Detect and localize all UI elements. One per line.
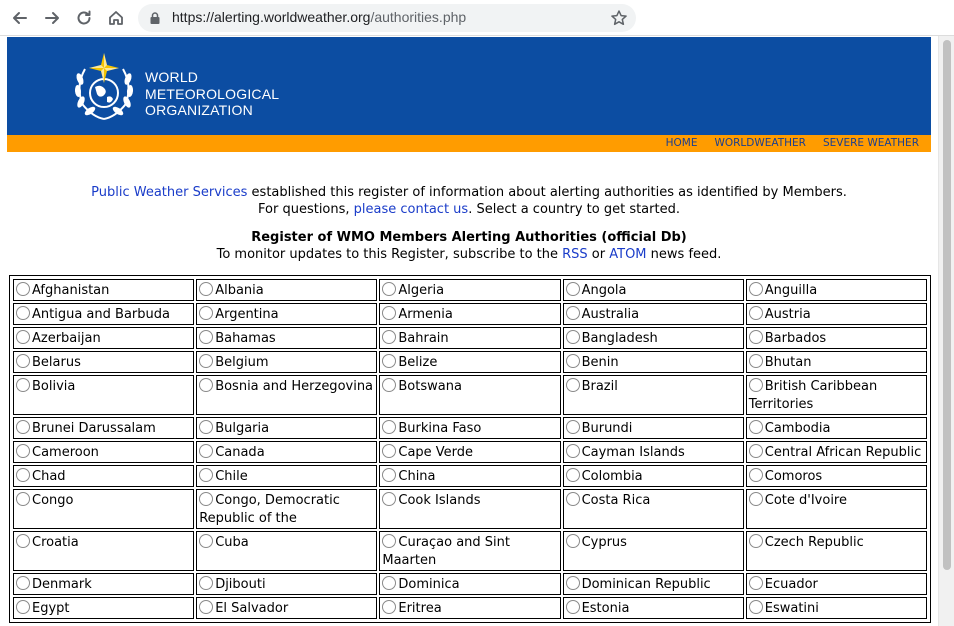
country-cell[interactable] <box>13 441 194 463</box>
country-cell[interactable] <box>379 573 560 595</box>
country-label[interactable]: Colombia <box>581 469 643 484</box>
country-radio[interactable] <box>382 354 396 368</box>
country-cell[interactable] <box>746 417 927 439</box>
country-cell[interactable] <box>196 327 377 349</box>
table-row <box>13 327 927 349</box>
country-label[interactable]: Austria <box>764 307 811 322</box>
country-label[interactable]: Central African Republic <box>764 445 922 460</box>
register-title: Register of WMO Members Alerting Authorities (official Db) <box>251 230 687 245</box>
country-cell[interactable] <box>746 351 927 373</box>
country-label[interactable]: Bosnia and Herzegovina <box>215 379 374 394</box>
country-label[interactable]: Burkina Faso <box>398 421 482 436</box>
country-radio[interactable] <box>382 282 396 296</box>
country-radio[interactable] <box>749 492 763 506</box>
country-label[interactable]: Bolivia <box>32 379 76 394</box>
country-cell[interactable] <box>563 489 744 529</box>
country-radio[interactable] <box>749 354 763 368</box>
intro-text-1: established this register of information about alerting authorities as identified by Members. <box>247 185 847 200</box>
wmo-banner <box>7 37 931 135</box>
country-radio[interactable] <box>382 378 396 392</box>
country-cell[interactable] <box>196 489 377 529</box>
country-label[interactable]: Curaçao and Sint Maarten <box>382 535 510 568</box>
country-cell[interactable] <box>196 375 377 415</box>
country-cell[interactable] <box>746 531 927 571</box>
country-cell[interactable] <box>379 489 560 529</box>
country-cell[interactable] <box>563 303 744 325</box>
country-label[interactable]: Anguilla <box>764 283 818 298</box>
country-label[interactable]: Bahamas <box>215 331 276 346</box>
country-cell[interactable] <box>746 441 927 463</box>
country-cell[interactable] <box>379 441 560 463</box>
table-row <box>13 351 927 373</box>
country-cell[interactable] <box>379 327 560 349</box>
country-radio[interactable] <box>199 420 213 434</box>
subscribe-text-b: news feed. <box>646 247 722 262</box>
country-label[interactable]: Antigua and Barbuda <box>32 307 170 322</box>
intro-text <box>7 185 931 218</box>
url-path: /authorities.php <box>370 9 467 25</box>
country-radio[interactable] <box>566 330 580 344</box>
country-label[interactable]: Cape Verde <box>398 445 474 460</box>
atom-link[interactable]: ATOM <box>609 247 647 262</box>
country-label[interactable]: Belarus <box>32 355 81 370</box>
country-cell[interactable] <box>563 573 744 595</box>
country-label[interactable]: Egypt <box>32 601 70 616</box>
country-label[interactable]: Chile <box>215 469 248 484</box>
country-radio[interactable] <box>382 492 396 506</box>
country-label[interactable]: Chad <box>32 469 66 484</box>
country-cell[interactable] <box>13 573 194 595</box>
country-label[interactable]: Canada <box>215 445 265 460</box>
country-label[interactable]: Cyprus <box>581 535 627 550</box>
country-cell[interactable] <box>379 351 560 373</box>
country-cell[interactable] <box>196 303 377 325</box>
country-cell[interactable] <box>563 531 744 571</box>
country-radio[interactable] <box>199 282 213 296</box>
arrow-left-icon <box>11 9 29 27</box>
country-label[interactable]: Djibouti <box>215 577 266 592</box>
country-radio[interactable] <box>566 600 580 614</box>
country-radio[interactable] <box>382 420 396 434</box>
country-label[interactable]: Brazil <box>581 379 618 394</box>
country-cell[interactable] <box>13 597 194 619</box>
country-radio[interactable] <box>382 330 396 344</box>
country-cell[interactable] <box>13 465 194 487</box>
country-cell[interactable] <box>563 417 744 439</box>
country-label[interactable]: Azerbaijan <box>32 331 101 346</box>
country-label[interactable]: Dominican Republic <box>581 577 711 592</box>
country-label[interactable]: Brunei Darussalam <box>32 421 156 436</box>
country-cell[interactable] <box>196 531 377 571</box>
country-label[interactable]: Burundi <box>581 421 633 436</box>
country-label[interactable]: Congo <box>32 493 74 508</box>
country-label[interactable]: Algeria <box>398 283 445 298</box>
country-label[interactable]: Cuba <box>215 535 249 550</box>
country-label[interactable]: Armenia <box>398 307 453 322</box>
country-label[interactable]: Ecuador <box>764 577 818 592</box>
top-menu <box>666 137 919 149</box>
country-radio[interactable] <box>566 444 580 458</box>
country-radio[interactable] <box>749 444 763 458</box>
country-label[interactable]: Comoros <box>764 469 823 484</box>
subscribe-text-or: or <box>587 247 610 262</box>
country-radio[interactable] <box>199 576 213 590</box>
country-table <box>11 277 929 621</box>
country-radio[interactable] <box>16 378 30 392</box>
public-weather-services-link[interactable]: Public Weather Services <box>91 185 248 200</box>
country-label[interactable]: Australia <box>581 307 640 322</box>
country-cell[interactable] <box>196 465 377 487</box>
table-row <box>13 531 927 571</box>
country-cell[interactable] <box>196 279 377 301</box>
country-radio[interactable] <box>566 534 580 548</box>
country-cell[interactable] <box>563 327 744 349</box>
country-cell[interactable] <box>746 279 927 301</box>
country-radio[interactable] <box>16 444 30 458</box>
country-label[interactable]: Botswana <box>398 379 462 394</box>
country-cell[interactable] <box>563 597 744 619</box>
country-radio[interactable] <box>749 600 763 614</box>
vertical-scrollbar[interactable] <box>938 36 954 626</box>
table-row <box>13 465 927 487</box>
country-cell[interactable] <box>13 351 194 373</box>
country-cell[interactable] <box>196 441 377 463</box>
intro-text-2a: For questions, <box>258 201 354 217</box>
country-label[interactable]: Albania <box>215 283 264 298</box>
country-radio[interactable] <box>16 354 30 368</box>
arrow-right-icon <box>43 9 61 27</box>
subscribe-text <box>7 247 931 262</box>
country-radio[interactable] <box>199 492 213 506</box>
country-label[interactable]: Cameroon <box>32 445 99 460</box>
country-cell[interactable] <box>196 351 377 373</box>
bookmark-star-icon[interactable] <box>610 9 628 27</box>
country-radio[interactable] <box>16 420 30 434</box>
country-cell[interactable] <box>13 489 194 529</box>
country-grid <box>9 275 931 623</box>
country-radio[interactable] <box>749 330 763 344</box>
web-page <box>7 37 931 626</box>
org-name <box>145 69 279 119</box>
country-cell[interactable] <box>746 327 927 349</box>
country-cell[interactable] <box>379 597 560 619</box>
country-label[interactable]: Cook Islands <box>398 493 481 508</box>
country-cell[interactable] <box>13 375 194 415</box>
country-radio[interactable] <box>382 576 396 590</box>
country-label[interactable]: Argentina <box>215 307 279 322</box>
country-label[interactable]: Afghanistan <box>32 283 110 298</box>
wmo-logo[interactable] <box>71 49 137 121</box>
country-cell[interactable] <box>13 417 194 439</box>
forward-button[interactable] <box>40 6 64 30</box>
country-radio[interactable] <box>566 420 580 434</box>
country-radio[interactable] <box>749 306 763 320</box>
country-radio[interactable] <box>566 282 580 296</box>
country-cell[interactable] <box>746 597 927 619</box>
home-icon <box>107 9 125 27</box>
country-radio[interactable] <box>199 378 213 392</box>
country-radio[interactable] <box>749 534 763 548</box>
contact-link[interactable]: please contact us <box>353 201 469 217</box>
country-label[interactable]: Angola <box>581 283 627 298</box>
country-radio[interactable] <box>16 306 30 320</box>
url-text <box>172 9 466 25</box>
home-button[interactable] <box>104 6 128 30</box>
table-row <box>13 441 927 463</box>
country-label[interactable]: Czech Republic <box>764 535 864 550</box>
country-label[interactable]: Eritrea <box>398 601 442 616</box>
country-label[interactable]: China <box>398 469 436 484</box>
country-cell[interactable] <box>196 417 377 439</box>
country-cell[interactable] <box>746 489 927 529</box>
country-radio[interactable] <box>382 444 396 458</box>
country-radio[interactable] <box>16 468 30 482</box>
country-label[interactable]: Barbados <box>764 331 827 346</box>
country-label[interactable]: Denmark <box>32 577 92 592</box>
country-cell[interactable] <box>379 303 560 325</box>
country-label[interactable]: Eswatini <box>764 601 819 616</box>
country-cell[interactable] <box>379 279 560 301</box>
country-radio[interactable] <box>382 306 396 320</box>
country-radio[interactable] <box>199 444 213 458</box>
country-label[interactable]: Bhutan <box>764 355 812 370</box>
country-cell[interactable] <box>563 465 744 487</box>
country-radio[interactable] <box>566 576 580 590</box>
reload-icon <box>75 9 93 27</box>
scrollbar-thumb[interactable] <box>943 40 951 570</box>
country-label[interactable]: Cote d'Ivoire <box>764 493 847 508</box>
country-label[interactable]: Estonia <box>581 601 630 616</box>
table-row <box>13 597 927 619</box>
menu-severe-weather[interactable]: SEVERE WEATHER <box>822 137 919 149</box>
nav-bar <box>7 135 931 152</box>
country-cell[interactable] <box>13 303 194 325</box>
table-row <box>13 417 927 439</box>
country-radio[interactable] <box>749 468 763 482</box>
country-label[interactable]: Cambodia <box>764 421 831 436</box>
country-cell[interactable] <box>746 465 927 487</box>
country-cell[interactable] <box>746 573 927 595</box>
country-radio[interactable] <box>566 492 580 506</box>
country-cell[interactable] <box>196 573 377 595</box>
country-label[interactable]: Bahrain <box>398 331 449 346</box>
country-label[interactable]: El Salvador <box>215 601 289 616</box>
country-radio[interactable] <box>16 576 30 590</box>
org-name-line-1: WORLD <box>145 69 199 85</box>
country-radio[interactable] <box>749 282 763 296</box>
country-cell[interactable] <box>379 375 560 415</box>
org-name-line-3: ORGANIZATION <box>145 102 253 118</box>
country-radio[interactable] <box>199 306 213 320</box>
country-label[interactable]: Benin <box>581 355 619 370</box>
country-cell[interactable] <box>13 531 194 571</box>
back-button[interactable] <box>8 6 32 30</box>
country-radio[interactable] <box>16 492 30 506</box>
url-host: https://alerting.worldweather.org <box>172 9 371 25</box>
intro-text-2b: . Select a country to get started. <box>468 201 680 217</box>
country-radio[interactable] <box>16 600 30 614</box>
browser-toolbar <box>0 0 954 36</box>
country-cell[interactable] <box>746 375 927 415</box>
country-cell[interactable] <box>563 279 744 301</box>
country-radio[interactable] <box>16 282 30 296</box>
country-label[interactable]: Belgium <box>215 355 269 370</box>
country-radio[interactable] <box>566 306 580 320</box>
country-label[interactable]: Croatia <box>32 535 79 550</box>
country-cell[interactable] <box>13 279 194 301</box>
country-label[interactable]: Bangladesh <box>581 331 658 346</box>
reload-button[interactable] <box>72 6 96 30</box>
table-row <box>13 303 927 325</box>
country-radio[interactable] <box>199 354 213 368</box>
country-label[interactable]: British Caribbean Territories <box>748 379 878 412</box>
country-cell[interactable] <box>746 303 927 325</box>
country-radio[interactable] <box>382 468 396 482</box>
country-cell[interactable] <box>563 375 744 415</box>
country-radio[interactable] <box>566 468 580 482</box>
country-label[interactable]: Belize <box>398 355 438 370</box>
table-row <box>13 375 927 415</box>
country-radio[interactable] <box>566 354 580 368</box>
country-radio[interactable] <box>16 534 30 548</box>
country-cell[interactable] <box>379 531 560 571</box>
address-bar[interactable] <box>138 4 636 32</box>
country-label[interactable]: Costa Rica <box>581 493 651 508</box>
country-label[interactable]: Congo, Democratic Republic of the <box>199 493 340 526</box>
country-cell[interactable] <box>379 417 560 439</box>
country-radio[interactable] <box>199 468 213 482</box>
country-radio[interactable] <box>199 600 213 614</box>
rss-link[interactable]: RSS <box>562 247 588 262</box>
country-radio[interactable] <box>16 330 30 344</box>
country-cell[interactable] <box>379 465 560 487</box>
table-row <box>13 489 927 529</box>
country-cell[interactable] <box>13 327 194 349</box>
country-radio[interactable] <box>566 378 580 392</box>
subscribe-text-a: To monitor updates to this Register, subscribe to the <box>216 247 563 262</box>
country-label[interactable]: Cayman Islands <box>581 445 685 460</box>
country-cell[interactable] <box>196 597 377 619</box>
country-radio[interactable] <box>749 420 763 434</box>
country-label[interactable]: Bulgaria <box>215 421 270 436</box>
country-cell[interactable] <box>563 351 744 373</box>
lock-icon <box>148 11 162 25</box>
country-label[interactable]: Dominica <box>398 577 460 592</box>
country-radio[interactable] <box>749 378 763 392</box>
country-radio[interactable] <box>199 330 213 344</box>
table-row <box>13 573 927 595</box>
country-radio[interactable] <box>749 576 763 590</box>
country-radio[interactable] <box>382 600 396 614</box>
country-cell[interactable] <box>563 441 744 463</box>
menu-home[interactable]: HOME <box>665 137 698 149</box>
country-radio[interactable] <box>382 534 396 548</box>
country-radio[interactable] <box>199 534 213 548</box>
menu-worldweather[interactable]: WORLDWEATHER <box>714 137 806 149</box>
table-row <box>13 279 927 301</box>
org-name-line-2: METEOROLOGICAL <box>145 85 280 102</box>
